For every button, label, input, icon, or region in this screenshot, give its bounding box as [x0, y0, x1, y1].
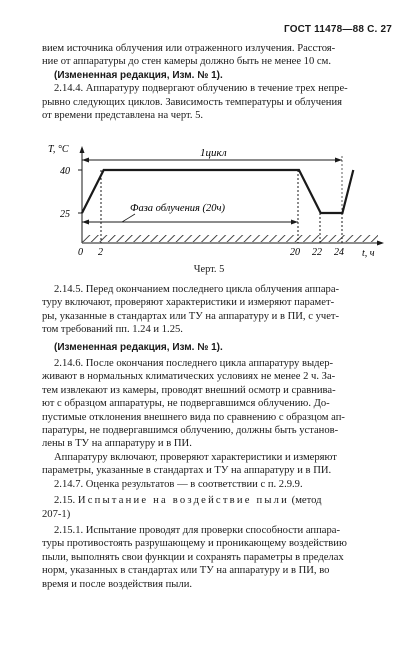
y-tick-label: 25 [60, 209, 70, 220]
x-tick-label: 24 [334, 247, 344, 258]
figure-caption: Черт. 5 [193, 264, 225, 275]
paragraph-line: ры, указанные в стандартах или ТУ на аппаратуру и в ПИ, с учет- [42, 310, 340, 322]
paragraph-line: 2.14.7. Оценка результатов — в соответствии с п. 2.9.9. [54, 478, 303, 490]
x-axis-label: t, ч [362, 248, 375, 259]
phase-pointer [122, 214, 135, 222]
paragraph-line: туры противостоять разрушающему и проникающему воздействию [42, 538, 347, 550]
amendment-note: (Измененная редакция, Изм. № 1). [54, 341, 223, 353]
paragraph-line: Аппаратуру включают, проверяют характеристики и измеряют [54, 451, 337, 463]
intro-line: ние от аппаратуры до стен камеры должно быть не менее 10 см. [42, 56, 331, 68]
phase-arrow-right [291, 220, 298, 225]
y-axis-label: T, °C [48, 144, 69, 155]
paragraph-line: том требований пп. 1.24 и 1.25. [42, 324, 183, 336]
paragraph-line: время и после воздействия пыли. [42, 578, 193, 590]
paragraph-line: лены в ТУ на аппаратуру и в ПИ. [42, 438, 192, 450]
paragraph-line: 2.14.4. Аппаратуру подвергают облучению в течение трех непре- [54, 83, 348, 95]
section-title-spaced: Испытание на воздействие пыли [77, 495, 290, 507]
amendment-note: (Измененная редакция, Изм. № 1). [54, 69, 223, 81]
intro-block [42, 42, 400, 122]
paragraph-line: паратуры, не подвергавшимся облучению, должны быть установ- [42, 425, 339, 437]
cycle-arrow-right [335, 158, 342, 163]
section-title-tail: (метод [289, 495, 322, 507]
paragraph-line: норм, указанных в стандартах или ТУ на аппаратуру и в ПИ, во [42, 565, 330, 577]
paragraph-line: туру включают, проверяют характеристики и измеряют парамет- [42, 297, 335, 309]
y-axis-arrow [80, 146, 85, 153]
paragraph-line: ют с образцом аппаратуры, не подвергавшимся облучению. До- [42, 398, 330, 410]
paragraph-line: рывно следующих циклов. Зависимость температуры и облучения [42, 96, 342, 108]
temperature-time-chart [40, 140, 410, 260]
x-tick-label: 20 [290, 247, 300, 258]
cycle-arrow-left [82, 158, 89, 163]
irradiation-band [82, 235, 378, 242]
phase-label: Фаза облучения (20ч) [130, 203, 226, 214]
paragraph-line: 2.14.5. Перед окончанием последнего цикла облучения аппара- [54, 284, 340, 295]
x-tick-label: 2 [98, 247, 103, 258]
intro-line: вием источника облучения или отраженного излучения. Расстоя- [42, 43, 336, 54]
paragraph-line: параметры, указанные в стандартах и ТУ на аппаратуру и в ПИ. [42, 465, 332, 477]
paragraph-line: живают в нормальных климатических условиях не менее 2 ч. За- [42, 371, 336, 383]
paragraph-line: тем извлекают из камеры, проводят внешний осмотр и сравнива- [42, 384, 336, 396]
paragraph-line: от времени представлена на черт. 5. [42, 110, 204, 122]
paragraph-line: 2.14.6. После окончания последнего цикла аппаратуру выдер- [54, 358, 334, 370]
x-axis-arrow [377, 241, 384, 246]
cycle-label: 1цикл [200, 147, 227, 159]
paragraph-line: 2.15.1. Испытание проводят для проверки способности аппара- [54, 524, 340, 536]
section-heading-line: 207-1) [42, 508, 71, 520]
page-header: ГОСТ 11478—88 С. 27 [283, 24, 392, 35]
paragraph-line: пыли, выполнять свои функции и сохранять параметры в пределах [42, 551, 344, 563]
x-tick-label: 0 [78, 247, 83, 258]
section-heading [42, 494, 400, 507]
y-tick-label: 40 [60, 166, 70, 177]
section-number: 2.15. [54, 495, 76, 507]
x-tick-label: 22 [312, 247, 322, 258]
phase-arrow-left [82, 220, 89, 225]
paragraph-line: пустимые отклонения внешнего вида по сравнению с образцом ап- [42, 411, 345, 423]
body-block [42, 283, 400, 591]
